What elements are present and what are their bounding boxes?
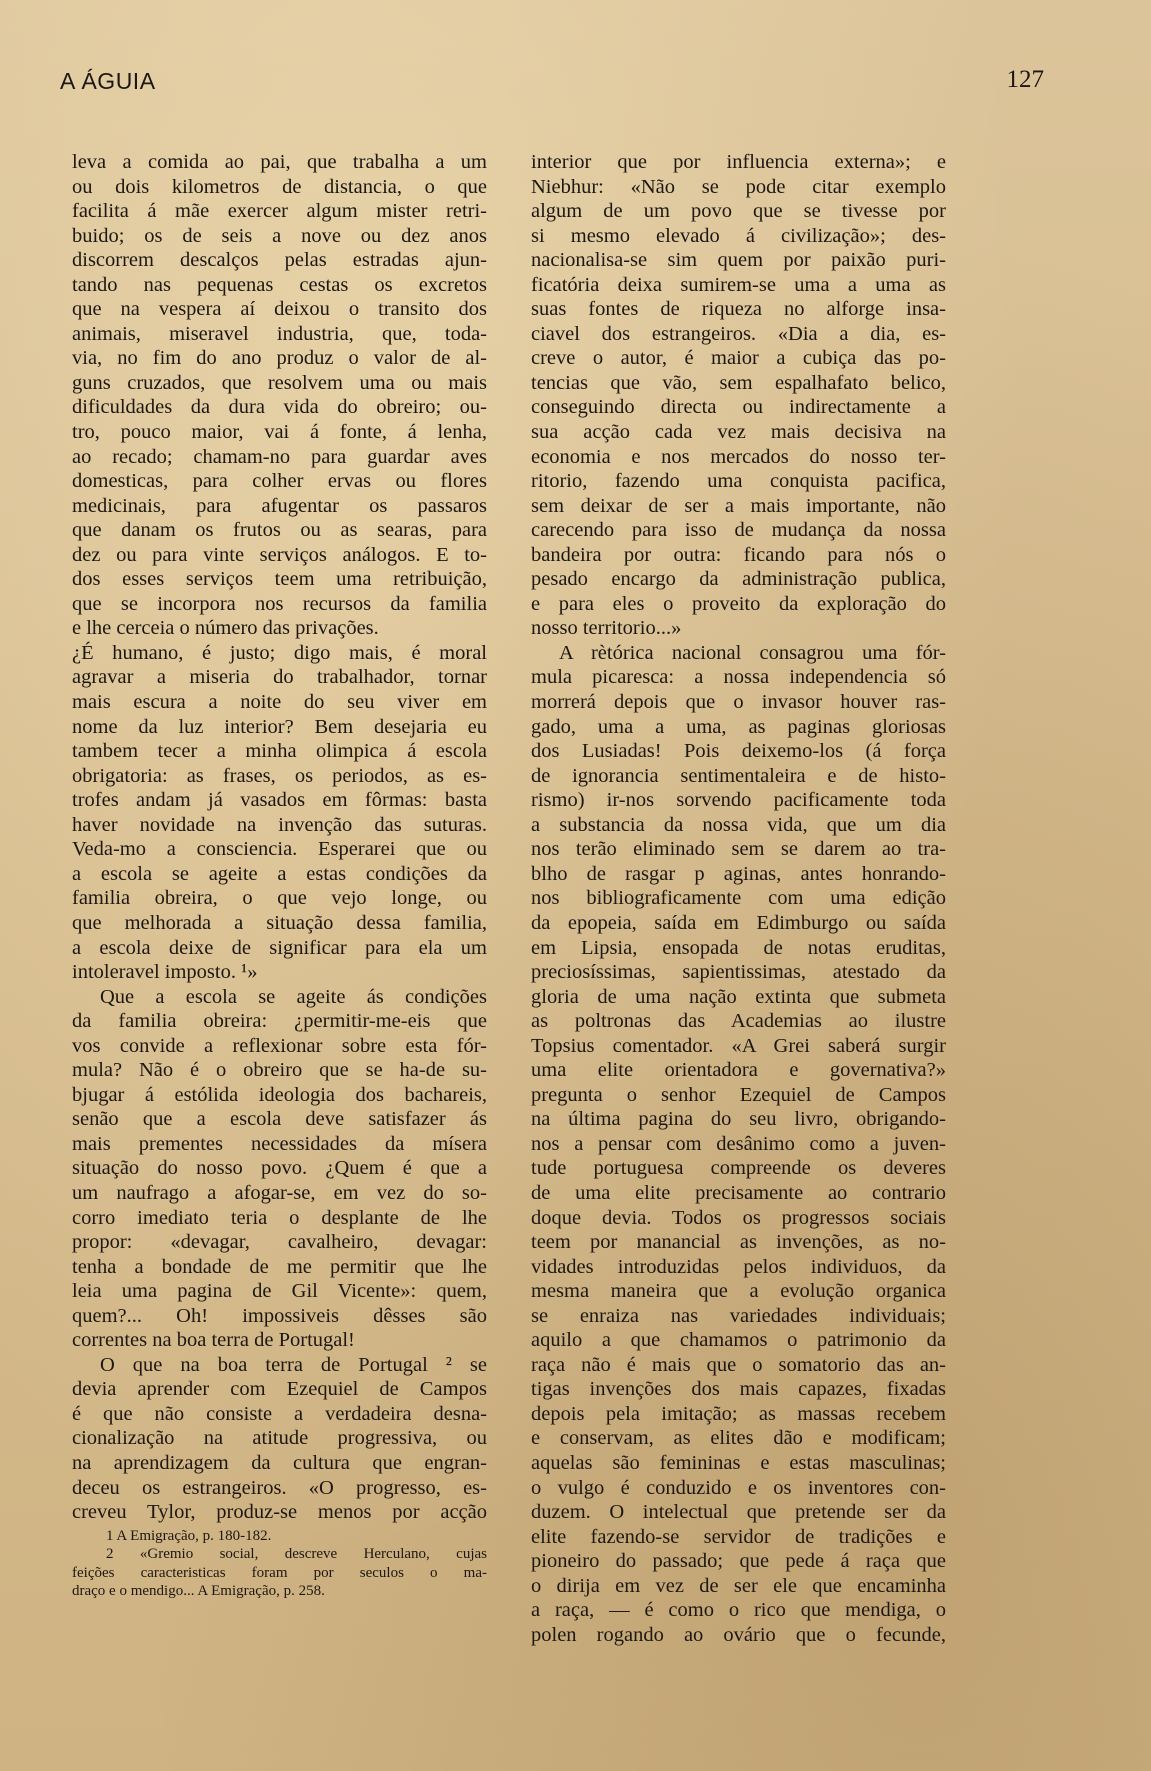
left-column-line: mula? Não é o obreiro que se ha-de su- (72, 1059, 487, 1082)
right-column-line: A rètórica nacional consagrou uma fór- (559, 641, 946, 664)
left-column-line: domesticas, para colher ervas ou flores (72, 470, 487, 493)
left-column-line: dos esses serviços teem uma retribuição, (72, 568, 487, 591)
right-column-line: as poltronas das Academias ao ilustre (531, 1010, 946, 1033)
left-column-line: que na vespera aí deixou o transito dos (72, 298, 487, 321)
right-column-line: e conservam, as elites dão e modificam; (531, 1427, 946, 1450)
right-column-line: tigas invenções dos mais capazes, fixadas (531, 1378, 946, 1401)
right-column-line: bandeira por outra: ficando para nós o (531, 543, 946, 566)
left-column-line: tro, pouco maior, vai á fonte, á lenha, (72, 421, 487, 444)
left-column-line: O que na boa terra de Portugal ² se (100, 1353, 487, 1376)
right-column-line: da epopeia, saída em Edimburgo ou saída (531, 911, 946, 934)
left-column-line: devia aprender com Ezequiel de Campos (72, 1378, 487, 1401)
right-column-line: nos bibliograficamente com uma edição (531, 887, 946, 910)
right-column-line: de uma elite precisamente ao contrario (531, 1181, 946, 1204)
left-column-line: medicinais, para afugentar os passaros (72, 494, 487, 517)
left-column-line: e lhe cerceia o número das privações. (72, 617, 379, 640)
right-column-line: tencias que vão, sem espalhafato belico, (531, 371, 946, 394)
left-column-line: tambem tecer a minha olimpica á escola (72, 740, 487, 763)
right-column (531, 150, 946, 1647)
left-column-line: dificuldades da dura vida do obreiro; ou- (72, 396, 487, 419)
right-column-line: ritorio, fazendo uma conquista pacifica, (531, 470, 946, 493)
right-column-line: tude portuguesa compreende os deveres (531, 1157, 946, 1180)
right-column-line: uma elite orientadora e governativa?» (531, 1059, 946, 1082)
right-column-line: conseguindo directa ou indirectamente a (531, 396, 946, 419)
right-column-line: morrerá depois que o invasor houver ras- (531, 691, 946, 714)
right-column-line: ciavel dos estrangeiros. «Dia a dia, es- (531, 322, 946, 345)
left-column-line: haver novidade na invenção das suturas. (72, 813, 487, 836)
left-column-line: senão que a escola deve satisfazer ás (72, 1108, 487, 1131)
right-column-line: duzem. O intelectual que pretende ser da (531, 1501, 946, 1524)
left-column-line: ou dois kilometros de distancia, o que (72, 175, 487, 198)
right-column-line: gado, uma a uma, as paginas gloriosas (531, 715, 946, 738)
left-column-line: Que a escola se ageite ás condições (100, 985, 487, 1008)
right-column-line: nos a pensar com desânimo como a juven- (531, 1132, 946, 1155)
right-column-line: suas fontes de riqueza no alforge insa- (531, 298, 946, 321)
right-column-line: si mesmo elevado á civilização»; des- (531, 224, 946, 247)
right-column-line: elite fazendo-se servidor de tradições e (531, 1525, 946, 1548)
right-column-line: raça não é mais que o somatorio das an- (531, 1353, 946, 1376)
right-column-line: teem por manancial as invenções, as no- (531, 1231, 946, 1254)
left-column-line: via, no fim do ano produz o valor de al- (72, 347, 487, 370)
right-column-line: preciosíssimas, sapientissimas, atestado da (531, 961, 946, 984)
left-column-line: vos convide a reflexionar sobre esta fór- (72, 1034, 487, 1057)
left-column-line: corro imediato teria o desplante de lhe (72, 1206, 487, 1229)
right-column-line: nos terão eliminado sem se darem ao tra- (531, 838, 946, 861)
right-column-line: carecendo para isso de mudança da nossa (531, 519, 946, 542)
right-column-line: Niebhur: «Não se pode citar exemplo (531, 175, 946, 198)
right-column-line: pesado encargo da administração publica, (531, 568, 946, 591)
left-column-line: familia obreira, o que vejo longe, ou (72, 887, 487, 910)
right-column-line: economia e nos mercados do nosso ter- (531, 445, 946, 468)
right-column-line: a substancia da nossa vida, que um dia (531, 813, 946, 836)
right-column-line: sua acção cada vez mais decisiva na (531, 421, 946, 444)
page-number: 127 (1006, 66, 1044, 93)
right-column-line: em Lipsia, ensopada de notas eruditas, (531, 936, 946, 959)
left-column-line: facilita á mãe exercer algum mister retri- (72, 200, 487, 223)
right-column-line: nacionalisa-se sim quem por paixão puri- (531, 249, 946, 272)
left-column-line: obrigatoria: as frases, os periodos, as es- (72, 764, 487, 787)
footnotes-line: feições caracteristicas foram por seculos o ma- (72, 1564, 487, 1581)
left-column-line: buido; os de seis a nove ou dez anos (72, 224, 487, 247)
right-column-line: na última pagina do seu livro, obrigando- (531, 1108, 946, 1131)
left-column-line: guns cruzados, que resolvem uma ou mais (72, 371, 487, 394)
right-column-line: pioneiro do passado; que pede á raça que (531, 1550, 946, 1573)
right-column-line: pregunta o senhor Ezequiel de Campos (531, 1083, 946, 1106)
right-column-line: o dirija em vez de ser ele que encaminha (531, 1574, 946, 1597)
left-column-line: propor: «devagar, cavalheiro, devagar: (72, 1231, 487, 1254)
left-column-line: leia uma pagina de Gil Vicente»: quem, (72, 1280, 487, 1303)
left-column-line: ao recado; chamam-no para guardar aves (72, 445, 487, 468)
left-column-line: trofes andam já vasados em fôrmas: basta (72, 789, 487, 812)
left-column-line: animais, miseravel industria, que, toda- (72, 322, 487, 345)
left-column-line: mais escura a noite do seu viver em (72, 691, 487, 714)
footnotes-line: 2 «Gremio social, descreve Herculano, cujas (106, 1546, 487, 1563)
left-column-line: que danam os frutos ou as searas, para (72, 519, 487, 542)
right-column-line: Topsius comentador. «A Grei saberá surgir (531, 1034, 946, 1057)
left-column-line: dez ou para vinte serviços análogos. E to- (72, 543, 487, 566)
footnotes (72, 1527, 487, 1601)
right-column-line: dos Lusiadas! Pois deixemo-los (á força (531, 740, 946, 763)
left-column-line: da familia obreira: ¿permitir-me-eis que (72, 1010, 487, 1033)
right-column-line: aquilo a que chamamos o patrimonio da (531, 1329, 946, 1352)
right-column-line: polen rogando ao ovário que o fecunde, (531, 1623, 946, 1646)
right-column-line: creve o autor, é maior a cubiça das po- (531, 347, 946, 370)
left-column-line: intoleravel imposto. ¹» (72, 961, 258, 984)
left-column-line: é que não consiste a verdadeira desna- (72, 1402, 487, 1425)
right-column-line: aquelas são femininas e estas masculinas; (531, 1451, 946, 1474)
right-column-line: o vulgo é conduzido e os inventores con- (531, 1476, 946, 1499)
right-column-line: algum de um povo que se tivesse por (531, 200, 946, 223)
right-column-line: de ignorancia sentimentaleira e de histo- (531, 764, 946, 787)
right-column-line: mesma maneira que a evolução organica (531, 1280, 946, 1303)
left-column-line: cionalização na atitude progressiva, ou (72, 1427, 487, 1450)
footnotes-line: 1 A Emigração, p. 180-182. (106, 1528, 272, 1544)
left-column-line: a escola deixe de significar para ela um (72, 936, 487, 959)
right-column-line: nosso territorio...» (531, 617, 682, 640)
left-column-line: ¿É humano, é justo; digo mais, é moral (72, 641, 487, 664)
left-column-line: Veda-mo a consciencia. Esperarei que ou (72, 838, 487, 861)
left-column-line: discorrem descalços pelas estradas ajun- (72, 249, 487, 272)
left-column-line: leva a comida ao pai, que trabalha a um (72, 151, 487, 173)
right-column-line: gloria de uma nação extinta que submeta (531, 985, 946, 1008)
footnotes-line: draço e o mendigo... A Emigração, p. 258. (72, 1583, 325, 1600)
left-column-line: tenha a bondade de me permitir que lhe (72, 1255, 487, 1278)
left-column-line: correntes na boa terra de Portugal! (72, 1329, 355, 1352)
right-column-line: sem deixar de ser a mais importante, não (531, 494, 946, 517)
running-head: A ÁGUIA (60, 68, 156, 94)
left-column-line: agravar a miseria do trabalhador, tornar (72, 666, 487, 689)
right-column-line: ficatória deixa sumirem-se uma a uma as (531, 273, 946, 296)
right-column-line: depois pela imitação; as massas recebem (531, 1402, 946, 1425)
left-column-line: a escola se ageite a estas condições da (72, 862, 487, 885)
right-column-line: mula picaresca: a nossa independencia só (531, 666, 946, 689)
right-column-line: interior que por influencia externa»; e (531, 151, 946, 173)
left-column (72, 150, 487, 1525)
right-column-line: vidades introduzidas pelos individuos, da (531, 1255, 946, 1278)
left-column-line: um naufrago a afogar-se, em vez do so- (72, 1181, 487, 1204)
right-column-line: blho de rasgar p aginas, antes honrando- (531, 862, 946, 885)
left-column-line: situação do nosso povo. ¿Quem é que a (72, 1157, 487, 1180)
left-column-line: deceu os estrangeiros. «O progresso, es- (72, 1476, 487, 1499)
right-column-line: se enraiza nas variedades individuais; (531, 1304, 946, 1327)
left-column-line: que melhorada a situação dessa familia, (72, 911, 487, 934)
left-column-line: quem?... Oh! impossiveis dêsses são (72, 1304, 487, 1327)
right-column-line: a raça, — é como o rico que mendiga, o (531, 1599, 946, 1622)
left-column-line: na aprendizagem da cultura que engran- (72, 1451, 487, 1474)
left-column-line: bjugar á estólida ideologia dos bachareis, (72, 1083, 487, 1106)
right-column-line: doque devia. Todos os progressos sociais (531, 1206, 946, 1229)
right-column-line: e para eles o proveito da exploração do (531, 592, 946, 615)
left-column-line: tando nas pequenas cestas os excretos (72, 273, 487, 296)
left-column-line: mais prementes necessidades da mísera (72, 1132, 487, 1155)
left-column-line: que se incorpora nos recursos da familia (72, 592, 487, 615)
left-column-line: creveu Tylor, produz-se menos por acção (72, 1501, 487, 1524)
right-column-line: rismo) ir-nos sorvendo pacificamente toda (531, 789, 946, 812)
left-column-line: nome da luz interior? Bem desejaria eu (72, 715, 487, 738)
